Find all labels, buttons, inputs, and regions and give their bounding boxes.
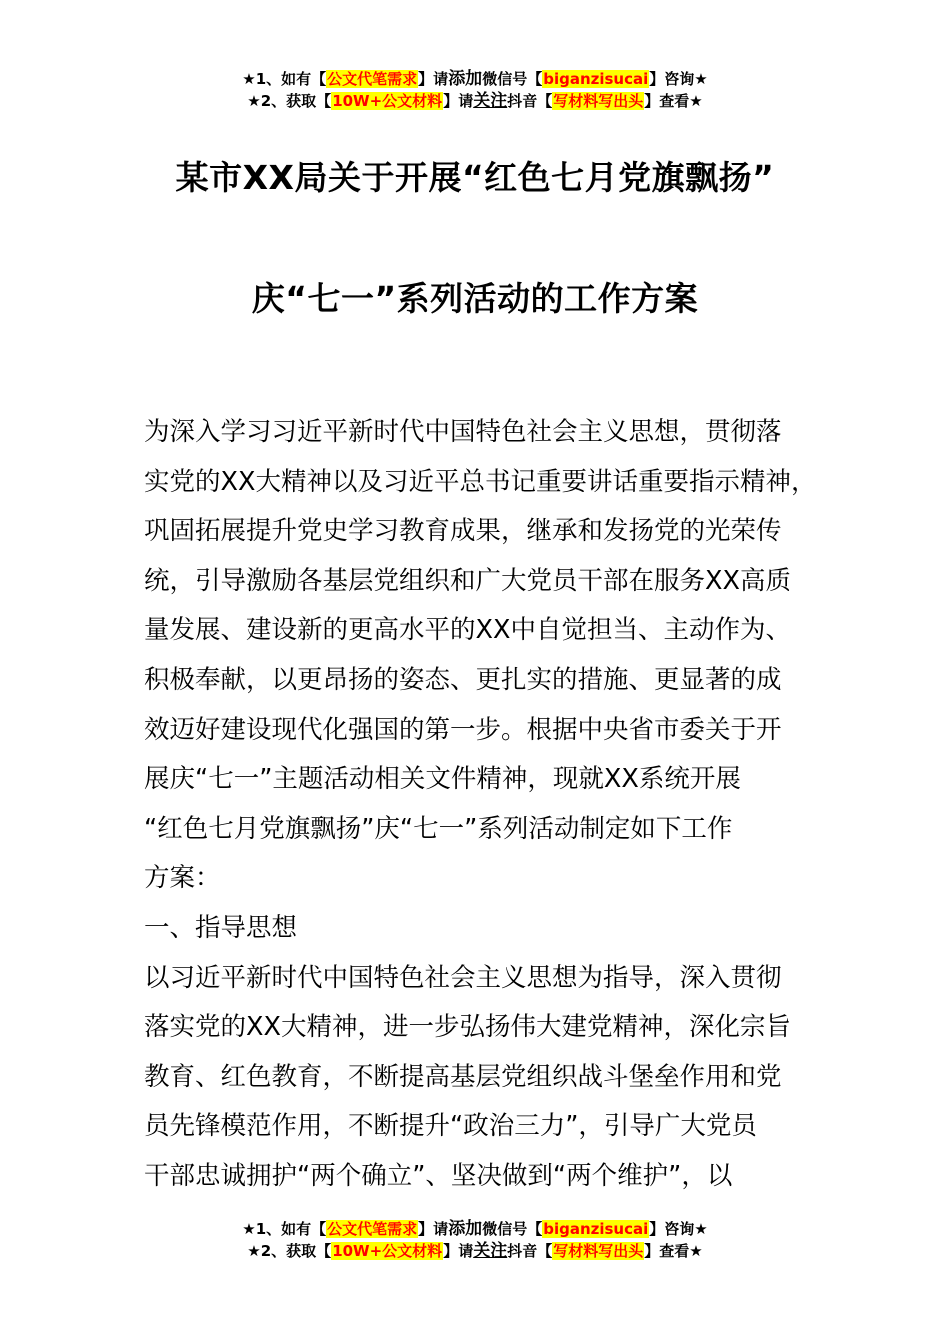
body-line: 员先锋模范作用，不断提升“政治三力”，引导广大党员 — [144, 1111, 757, 1142]
promo-text: 微信号【 — [482, 70, 543, 88]
promo-text: 】查看 — [644, 1242, 690, 1260]
star-icon: ★ — [247, 1242, 261, 1260]
promo-banner-top — [0, 68, 950, 112]
promo-text: 】查看 — [644, 92, 690, 110]
promo-emphasis: 关注 — [473, 1241, 508, 1261]
body-line: 统，引导激励各基层党组织和广大党员干部在服务XX高质 — [144, 565, 791, 596]
promo-text: 】咨询 — [649, 1220, 695, 1238]
document-title-line-2: 庆“七一”系列活动的工作方案 — [251, 279, 699, 318]
promo-line-2 — [0, 1240, 950, 1262]
promo-text: 】咨询 — [649, 70, 695, 88]
promo-text: 抖音【 — [507, 92, 553, 110]
star-icon: ★ — [689, 1242, 703, 1260]
promo-highlight: 公文代笔需求 — [327, 70, 418, 88]
body-line: 为深入学习习近平新时代中国特色社会主义思想，贯彻落 — [144, 417, 782, 447]
body-line: 干部忠诚拥护“两个确立”、坚决做到“两个维护”，以 — [144, 1160, 733, 1191]
body-line: 以习近平新时代中国特色社会主义思想为指导，深入贯彻 — [144, 962, 782, 993]
promo-text: 微信号【 — [482, 1220, 543, 1238]
promo-emphasis: 添加 — [448, 69, 483, 89]
star-icon: ★ — [247, 92, 261, 110]
body-line: 实党的XX大精神以及习近平总书记重要讲话重要指示精神， — [144, 466, 817, 497]
body-line: 教育、红色教育，不断提高基层党组织战斗堡垒作用和党 — [144, 1061, 782, 1092]
promo-text: 2、获取【 — [260, 1242, 332, 1260]
promo-line-1 — [0, 1218, 950, 1240]
body-line: 巩固拓展提升党史学习教育成果，继承和发扬党的光荣传 — [144, 516, 782, 547]
promo-text: 】请 — [418, 1220, 449, 1238]
section-heading: 一、指导思想 — [144, 912, 298, 943]
promo-highlight: 公文代笔需求 — [327, 1220, 418, 1238]
promo-text: 】请 — [443, 92, 474, 110]
body-line: 效迈好建设现代化强国的第一步。根据中央省市委关于开 — [144, 714, 782, 745]
star-icon: ★ — [689, 92, 703, 110]
promo-line-2 — [0, 90, 950, 112]
promo-text: 1、如有【 — [255, 70, 327, 88]
document-body — [144, 408, 830, 1202]
wechat-id-highlight: biganzisucai — [543, 70, 649, 88]
star-icon: ★ — [242, 1220, 256, 1238]
wechat-id-highlight: biganzisucai — [543, 1220, 649, 1238]
promo-text: 1、如有【 — [255, 1220, 327, 1238]
douyin-account-highlight: 写材料写出头 — [553, 1242, 644, 1260]
promo-line-1 — [0, 68, 950, 90]
promo-text: 抖音【 — [507, 1242, 553, 1260]
body-line: 落实党的XX大精神，进一步弘扬伟大建党精神，深化宗旨 — [144, 1012, 791, 1043]
promo-text: 】请 — [418, 70, 449, 88]
body-line: “红色七月党旗飘扬”庆“七一”系列活动制定如下工作 — [144, 813, 733, 844]
body-line: 方案： — [144, 863, 221, 894]
douyin-account-highlight: 写材料写出头 — [553, 92, 644, 110]
document-title-line-1: 某市XX局关于开展“红色七月党旗飘扬” — [175, 158, 775, 197]
promo-text: 2、获取【 — [260, 92, 332, 110]
promo-emphasis: 添加 — [448, 1219, 483, 1239]
promo-emphasis: 关注 — [473, 91, 508, 111]
body-line: 展庆“七一”主题活动相关文件精神，现就XX系统开展 — [144, 764, 741, 795]
promo-highlight: 10W+公文材料 — [332, 92, 443, 110]
star-icon: ★ — [242, 70, 256, 88]
promo-highlight: 10W+公文材料 — [332, 1242, 443, 1260]
body-line: 积极奉献，以更昂扬的姿态、更扎实的措施、更显著的成 — [144, 664, 782, 695]
promo-banner-bottom — [0, 1218, 950, 1262]
star-icon: ★ — [694, 70, 708, 88]
star-icon: ★ — [694, 1220, 708, 1238]
body-line: 量发展、建设新的更高水平的XX中自觉担当、主动作为、 — [144, 615, 791, 646]
promo-text: 】请 — [443, 1242, 474, 1260]
